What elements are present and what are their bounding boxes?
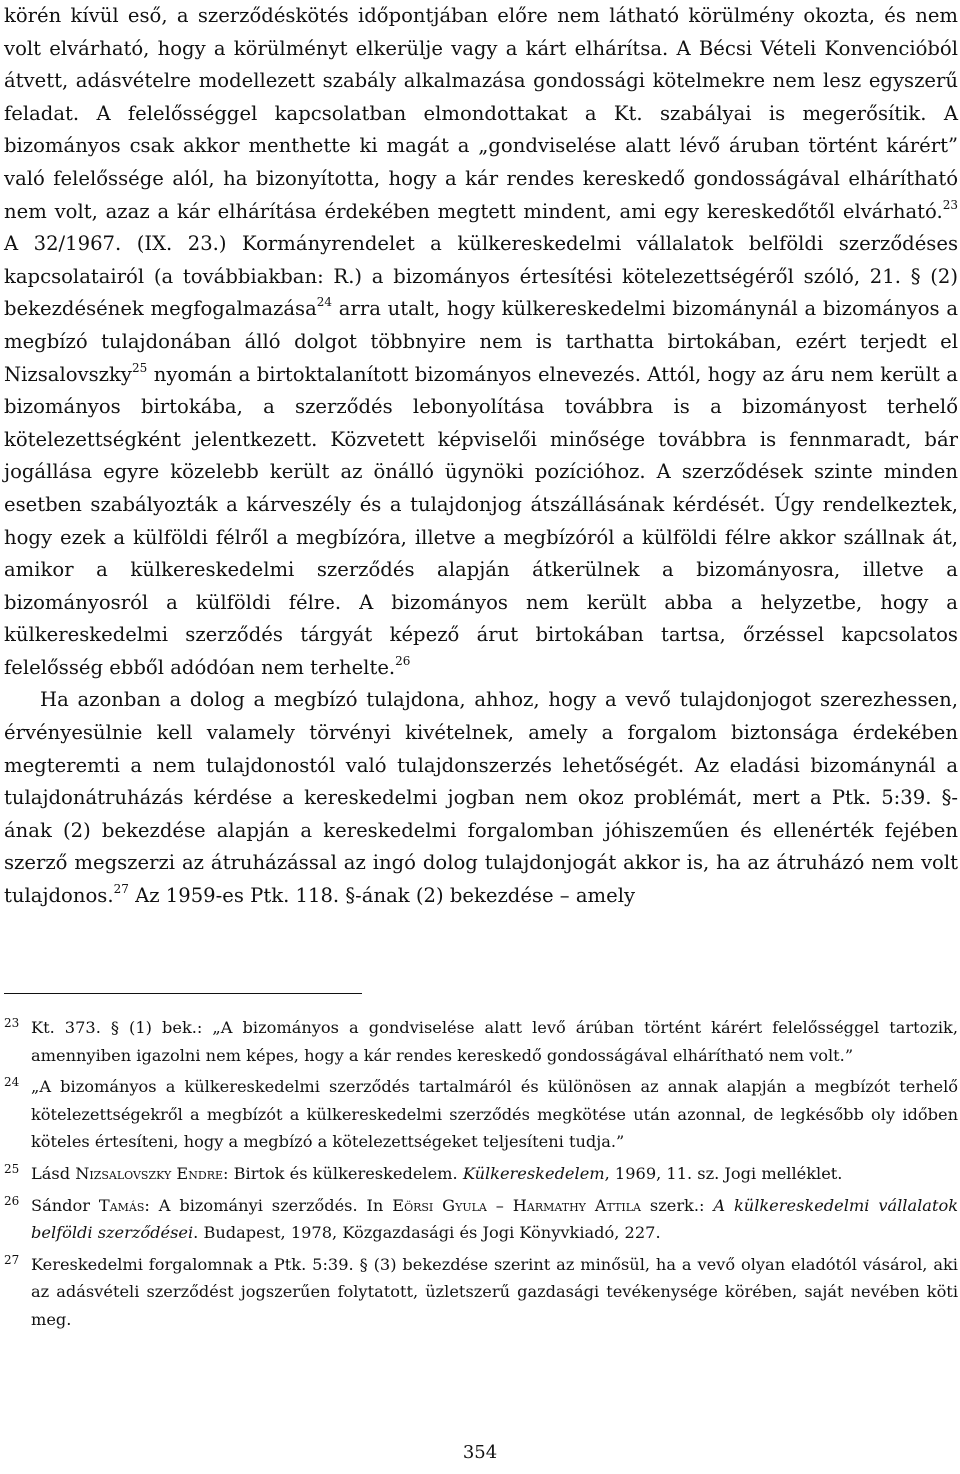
paragraph-text: nyomán a birtoktalanított bizományos elnevezés. Attól, hogy az áru nem került a bizományos birtokába, a szerződés lebonyolítása továbbra is a bizományost terhelő kötelezettségként jelentkezett. Közvetett képviselői minősége továbbra is fennmaradt, bár jogállása egyre közelebb került az önálló ügynöki pozícióhoz. A szerződések szinte minden esetben szabályozták a kárveszély és a tulajdonjog átszállásának kérdését. Úgy rendelkeztek, hogy ezek a külföldi félről a megbízóra, illetve a megbízóról a külföldi félre akkor szállnak át, amikor a külkereskedelmi szerződés alapján átkerülnek a bizományosra, illetve a bizományosról a külföldi félre. A bizományos nem került abba a helyzetbe, hogy a külkereskedelmi szerződés tárgyát képező árut birtokában tartsa, őrzéssel kapcsolatos felelősség ebből adódóan nem terhelte. [4,362,958,679]
editor-name: Eörsi Gyula [392,1195,487,1215]
footnote-ref-27[interactable]: 27 [113,882,129,897]
footnote-27 [4,1251,958,1334]
footnote-separator [4,993,362,994]
footnote-text: Kereskedelmi forgalomnak a Ptk. 5:39. § (3) bekezdése szerint az minősül, ha a vevő olyan eladótól vásárol, aki az adásvételi szerződést jogszerűen folytatott, üzletszerű gazdasági tevékenysége körében, saját nevében köti meg. [31,1254,958,1329]
page-number: 354 [462,1442,498,1463]
main-text [4,0,958,913]
footnote-number: 23 [4,1016,20,1030]
footnote-number: 24 [4,1075,20,1090]
paragraph-text: Ha azonban a dolog a megbízó tulajdona, ahhoz, hogy a vevő tulajdonjogot szerezhessen, érvényesülnie kell valamely törvényi kivételnek, amely a forgalom biztonsága érdekében megteremti a nem tulajdonostól való tulajdonszerzés lehetőségét. Az eladási bizománynál a tulajdonátruházás kérdése a kereskedelmi jogban nem okoz problémát, mert a Ptk. 5:39. §-ának (2) bekezdése alapján a kereskedelmi forgalomban jóhiszeműen és ellenérték fejében szerző megszerzi az átruházással az ingó dolog tulajdonjogát akkor is, ha az átruházó nem volt tulajdonos. [4,688,958,908]
author-name: Nizsalovszky Endre [75,1163,224,1183]
footnote-text: Sándor [31,1195,99,1215]
journal-title: Külkereskedelem [462,1163,605,1183]
editor-name: Harmathy Attila [512,1195,641,1215]
footnote-text: „A bizományos a külkereskedelmi szerződés tartalmáról és különösen az annak alapján a megbízót terhelő kötelezettségekről a megbízót a külkereskedelmi szerződés megkötése után azonnal, de legkésőbb oly időben köteles értesíteni, hogy a megbízó a kötelezettségeket teljesíteni tudja.” [31,1077,958,1152]
paragraph-text: Az 1959-es Ptk. 118. §-ának (2) bekezdése – amely [128,884,636,908]
footnote-24 [4,1073,958,1156]
footnote-text: , 1969, 11. sz. Jogi melléklet. [604,1163,843,1183]
author-name: Tamás [98,1195,145,1215]
footnote-text: Lásd [31,1163,76,1183]
footnote-text: . Budapest, 1978, Közgazdasági és Jogi Könyvkiadó, 227. [193,1223,661,1243]
footnote-ref-26[interactable]: 26 [395,653,411,668]
book-title: A külkereskedelmi vállalatok belföldi szerződései [31,1195,959,1243]
footnote-ref-25[interactable]: 25 [131,360,148,375]
paragraph-2 [4,684,958,912]
footnote-text: : A bizományi szerződés. In [144,1195,393,1215]
footnote-text: – [486,1195,513,1215]
footnote-number: 26 [4,1193,20,1208]
paragraph-1 [4,0,958,684]
paragraph-text: körén kívül eső, a szerződéskötés időpontjában előre nem látható körülmény okozta, és nem volt elvárható, hogy a körülményt elkerülje vagy a kárt elhárítsa. A Bécsi Vételi Konvencióból átvett, adásvételre modellezett szabály alkalmazása gondossági kötelmekre nem lesz egyszerű feladat. A felelősséggel kapcsolatban elmondottakat a Kt. szabályai is megerősítik. A bizományos csak akkor menthette ki magát a „gondviselése alatt lévő áruban történt kárért” való felelőssége alól, ha bizonyította, hogy a kár rendes kereskedő gondosságával elhárítható nem volt, azaz a kár elhárítása érdekében megtett mindent, ami egy kereskedőtől elvárható. [4,4,958,223]
footnote-23 [4,1014,958,1069]
footnote-number: 27 [4,1252,20,1267]
footnote-26 [4,1192,958,1247]
paragraph-text: A 32/1967. (IX. 23.) Kormányrendelet a külkereskedelmi vállalatok belföldi szerződéses kapcsolatairól (a továbbiakban: R.) a bizományos értesítési kötelezettségéről szóló, 21. § (2) bekezdésének megfogalmazása [4,232,958,321]
footnote-ref-24[interactable]: 24 [316,295,333,310]
footnote-text: : Birtok és külkereskedelem. [223,1163,463,1183]
footnote-25 [4,1160,958,1188]
footnote-text: szerk.: [641,1195,714,1215]
footnote-number: 25 [4,1161,20,1176]
footnotes [4,1014,958,1338]
footnote-text: Kt. 373. § (1) bek.: „A bizományos a gondviselése alatt levő árúban történt kárért felelősséggel tartozik, amennyiben igazolni nem képes, hogy a kár rendes kereskedő gondosságával elhárítható nem volt.” [31,1018,958,1065]
paragraph-text: arra utalt, hogy külkereskedelmi bizománynál a bizományos a megbízó tulajdonában álló dolgot többnyire nem is tarthatta birtokában, ezért terjedt el Nizsalovszky [4,297,959,386]
footnote-ref-23[interactable]: 23 [942,197,958,212]
